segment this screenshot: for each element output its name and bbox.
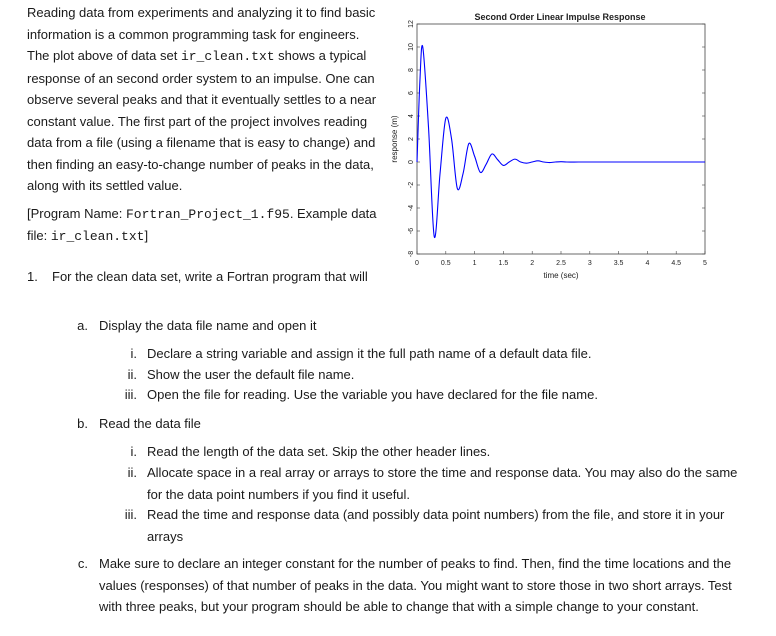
intro-text-part: shows a typical response of an second order system to an impulse. One can observe several peaks and that it eventually settles to a near constant value. The first part of the project involves reading data from a file (using a filename that is easy to change) and then finding an easy-to-change number of peaks in the data, along with its settled value. <box>27 48 377 193</box>
x-tick-label: 0 <box>415 260 419 267</box>
example-file-label: . Example data file: <box>27 205 377 243</box>
y-tick-label: -8 <box>408 250 415 258</box>
data-file-code: ir_clean.txt <box>180 49 275 64</box>
plot-frame <box>417 24 705 254</box>
program-name-code: Fortran_Project_1.f95 <box>125 206 290 222</box>
x-tick-label: 1 <box>472 260 477 267</box>
y-tick-label: 0 <box>408 160 415 164</box>
y-tick-label: 6 <box>408 91 415 95</box>
y-tick-label: -4 <box>408 204 415 212</box>
item-marker: i. <box>130 346 137 361</box>
item-marker: ii. <box>127 465 137 480</box>
example-file-code: ir_clean.txt <box>50 229 145 244</box>
item-text: Show the user the default file name. <box>147 367 355 382</box>
x-tick-label: 3 <box>587 260 592 267</box>
x-tick-label: 2 <box>530 260 535 267</box>
y-tick-label: 8 <box>408 68 415 72</box>
item-marker: iii. <box>124 387 137 402</box>
x-tick-label: 4.5 <box>671 260 682 267</box>
y-tick-label: 4 <box>408 114 415 118</box>
x-tick-label: 3.5 <box>613 260 624 267</box>
item-text: Declare a string variable and assign it the full path name of a default data file. <box>147 346 592 361</box>
item-marker: b. <box>77 416 88 431</box>
bracket-close: ] <box>144 228 149 243</box>
y-axis-label: response (m) <box>390 115 399 163</box>
intro-text <box>27 2 377 248</box>
item-marker: c. <box>77 556 88 571</box>
x-tick-label: 5 <box>703 260 707 267</box>
x-axis-label: time (sec) <box>543 271 579 280</box>
item-marker: iii. <box>124 507 137 522</box>
program-name-prefix: [Program Name: <box>27 205 126 221</box>
item-text: Read the length of the data set. Skip the other header lines. <box>147 444 491 459</box>
chart-title: Second Order Linear Impulse Response <box>474 12 646 22</box>
item-marker: i. <box>130 444 137 459</box>
item-text: Display the data file name and open it <box>99 318 317 333</box>
x-tick-label: 1.5 <box>498 260 509 267</box>
item-text: Make sure to declare an integer constant for the number of peaks to find. Then, find the time locations and the values (responses) of that number of peaks in the data. You might want to store those in two short arrays. Test with three peaks, but your program should be able to change that with a simple change to your constant. <box>99 556 732 614</box>
item-text: Read the time and response data (and possibly data point numbers) from the file, and store it in your arrays <box>147 507 725 544</box>
item-marker: 1. <box>27 269 38 284</box>
y-tick-label: 10 <box>408 43 415 51</box>
item-text: Open the file for reading. Use the variable you have declared for the file name. <box>147 387 598 402</box>
item-marker: a. <box>77 318 88 333</box>
y-tick-label: 2 <box>408 137 415 141</box>
x-tick-label: 0.5 <box>440 260 451 267</box>
item-text: Read the data file <box>99 416 201 431</box>
x-tick-label: 4 <box>645 260 650 267</box>
program-name-paragraph <box>27 203 377 248</box>
x-tick-label: 2.5 <box>556 260 566 267</box>
y-tick-label: 12 <box>408 20 415 28</box>
item-text: For the clean data set, write a Fortran program that will <box>52 269 368 284</box>
intro-text-part: Reading data from experiments and analyzing it to find basic information is a common programming task for engineers. The plot above of data set <box>27 5 376 63</box>
item-text: Allocate space in a real array or arrays to store the time and response data. You may also do the same for the data point numbers if you find it useful. <box>147 465 738 502</box>
y-tick-label: -2 <box>408 181 415 189</box>
intro-paragraph <box>27 2 377 197</box>
item-marker: ii. <box>127 367 137 382</box>
y-tick-label: -6 <box>408 227 415 235</box>
impulse-response-chart <box>375 2 715 292</box>
